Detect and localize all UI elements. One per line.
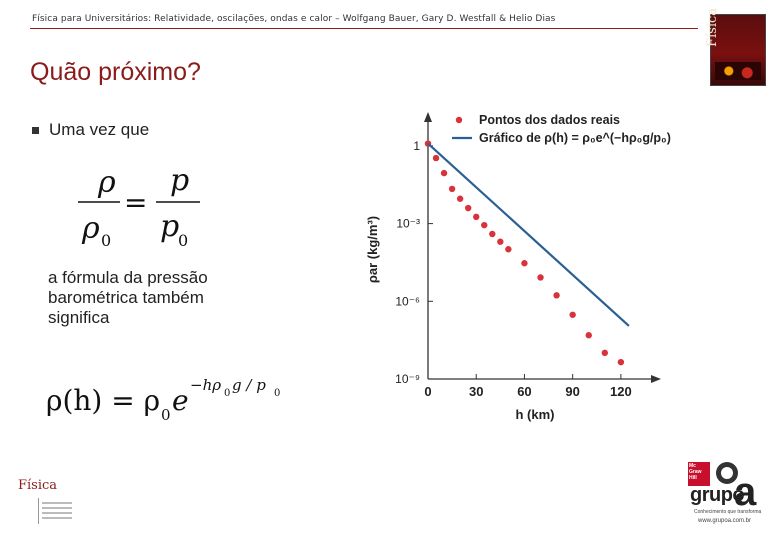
eq1-equals-sign: = xyxy=(124,186,148,219)
book-cover-art xyxy=(715,62,761,80)
y-tick-label: 10⁻⁶ xyxy=(395,294,420,309)
eq2-exponent-sub: 0 xyxy=(224,388,231,399)
eq1-lhs-denominator-sub: 0 xyxy=(101,231,112,250)
data-point xyxy=(537,274,543,280)
data-point xyxy=(505,246,511,252)
data-point xyxy=(586,332,592,338)
slide-title: Quão próximo? xyxy=(30,58,201,86)
y-axis-arrow-icon xyxy=(424,112,432,122)
data-point xyxy=(618,359,624,365)
footer-left-rule xyxy=(38,498,39,524)
data-point xyxy=(457,196,463,202)
grupo-word: grupo xyxy=(690,484,745,506)
x-axis-label: h (km) xyxy=(515,407,555,422)
bullet-text: Uma vez que xyxy=(49,120,150,139)
grupo-url: www.grupoa.com.br xyxy=(698,518,752,524)
data-point xyxy=(481,222,487,228)
legend-point-marker-icon xyxy=(456,117,462,123)
grupo-a-letter: a xyxy=(734,470,757,514)
y-axis-label: ρar (kg/m³) xyxy=(365,215,380,284)
data-point xyxy=(521,260,527,266)
bullet-item xyxy=(32,120,149,140)
eq1-lhs-denominator: ρ xyxy=(82,211,100,246)
data-point xyxy=(489,231,495,237)
data-point xyxy=(465,205,471,211)
eq1-rhs-denominator: p xyxy=(160,209,180,244)
eq1-rhs-numerator: p xyxy=(170,163,190,198)
body-line-3: significa xyxy=(48,308,110,327)
mcgraw-hill-logo: Mc Graw Hill xyxy=(688,462,710,486)
bullet-marker-icon xyxy=(32,127,39,134)
chart-series xyxy=(425,140,629,365)
x-tick-label: 90 xyxy=(565,384,580,399)
data-point xyxy=(553,292,559,298)
x-tick-label: 30 xyxy=(468,384,484,399)
y-tick-label: 1 xyxy=(413,138,420,153)
eq2-base: e xyxy=(172,384,189,417)
footer-left-lines-icon xyxy=(42,502,82,522)
legend-line-label: Gráfico de ρ(h) = ρ₀e^(−hρ₀g/p₀) xyxy=(479,131,671,145)
eq2-exponent-rest: g / p xyxy=(232,376,266,394)
fisica-footer-logo xyxy=(18,478,88,528)
x-axis-arrow-icon xyxy=(651,375,661,383)
air-density-chart xyxy=(355,102,680,430)
barometric-density-equation xyxy=(44,372,294,426)
data-point xyxy=(569,312,575,318)
chart-legend xyxy=(452,113,671,145)
legend-points-label: Pontos dos dados reais xyxy=(479,113,621,127)
data-point xyxy=(602,350,608,356)
density-pressure-ratio-equation xyxy=(76,162,206,252)
body-line-1: a fórmula da pressão xyxy=(48,268,208,287)
eq2-lhs: ρ(h) = ρ xyxy=(46,384,161,417)
data-point xyxy=(473,214,479,220)
x-tick-label: 0 xyxy=(424,384,432,399)
data-point xyxy=(441,170,447,176)
x-tick-label: 60 xyxy=(517,384,532,399)
grupo-tagline: Conhecimento que transforma xyxy=(694,509,762,515)
eq2-exponent: −hρ xyxy=(190,376,222,394)
book-cover-image xyxy=(705,7,765,85)
body-paragraph xyxy=(48,268,288,328)
data-point xyxy=(433,155,439,161)
book-cover-title: Física xyxy=(705,7,720,47)
eq2-exponent-sub2: 0 xyxy=(274,388,281,399)
header-divider xyxy=(30,28,698,29)
footer-left-brand: Física xyxy=(18,478,58,493)
body-line-2: barométrica também xyxy=(48,288,204,307)
data-point xyxy=(497,239,503,245)
y-tick-label: 10⁻³ xyxy=(396,216,420,231)
grupo-a-logo xyxy=(672,462,772,534)
eq1-lhs-numerator: ρ xyxy=(98,165,116,200)
y-tick-label: 10⁻⁹ xyxy=(395,372,420,386)
eq2-lhs-sub: 0 xyxy=(161,406,171,424)
book-header: Física para Universitários: Relatividade, oscilações, ondas e calor – Wolfgang Bauer, Gary D. Westfall & Helio Dias xyxy=(32,14,556,24)
x-tick-label: 120 xyxy=(610,384,632,399)
chart-axes xyxy=(365,112,661,422)
eq1-rhs-denominator-sub: 0 xyxy=(178,231,189,250)
fit-line xyxy=(428,144,629,326)
data-point xyxy=(449,186,455,192)
